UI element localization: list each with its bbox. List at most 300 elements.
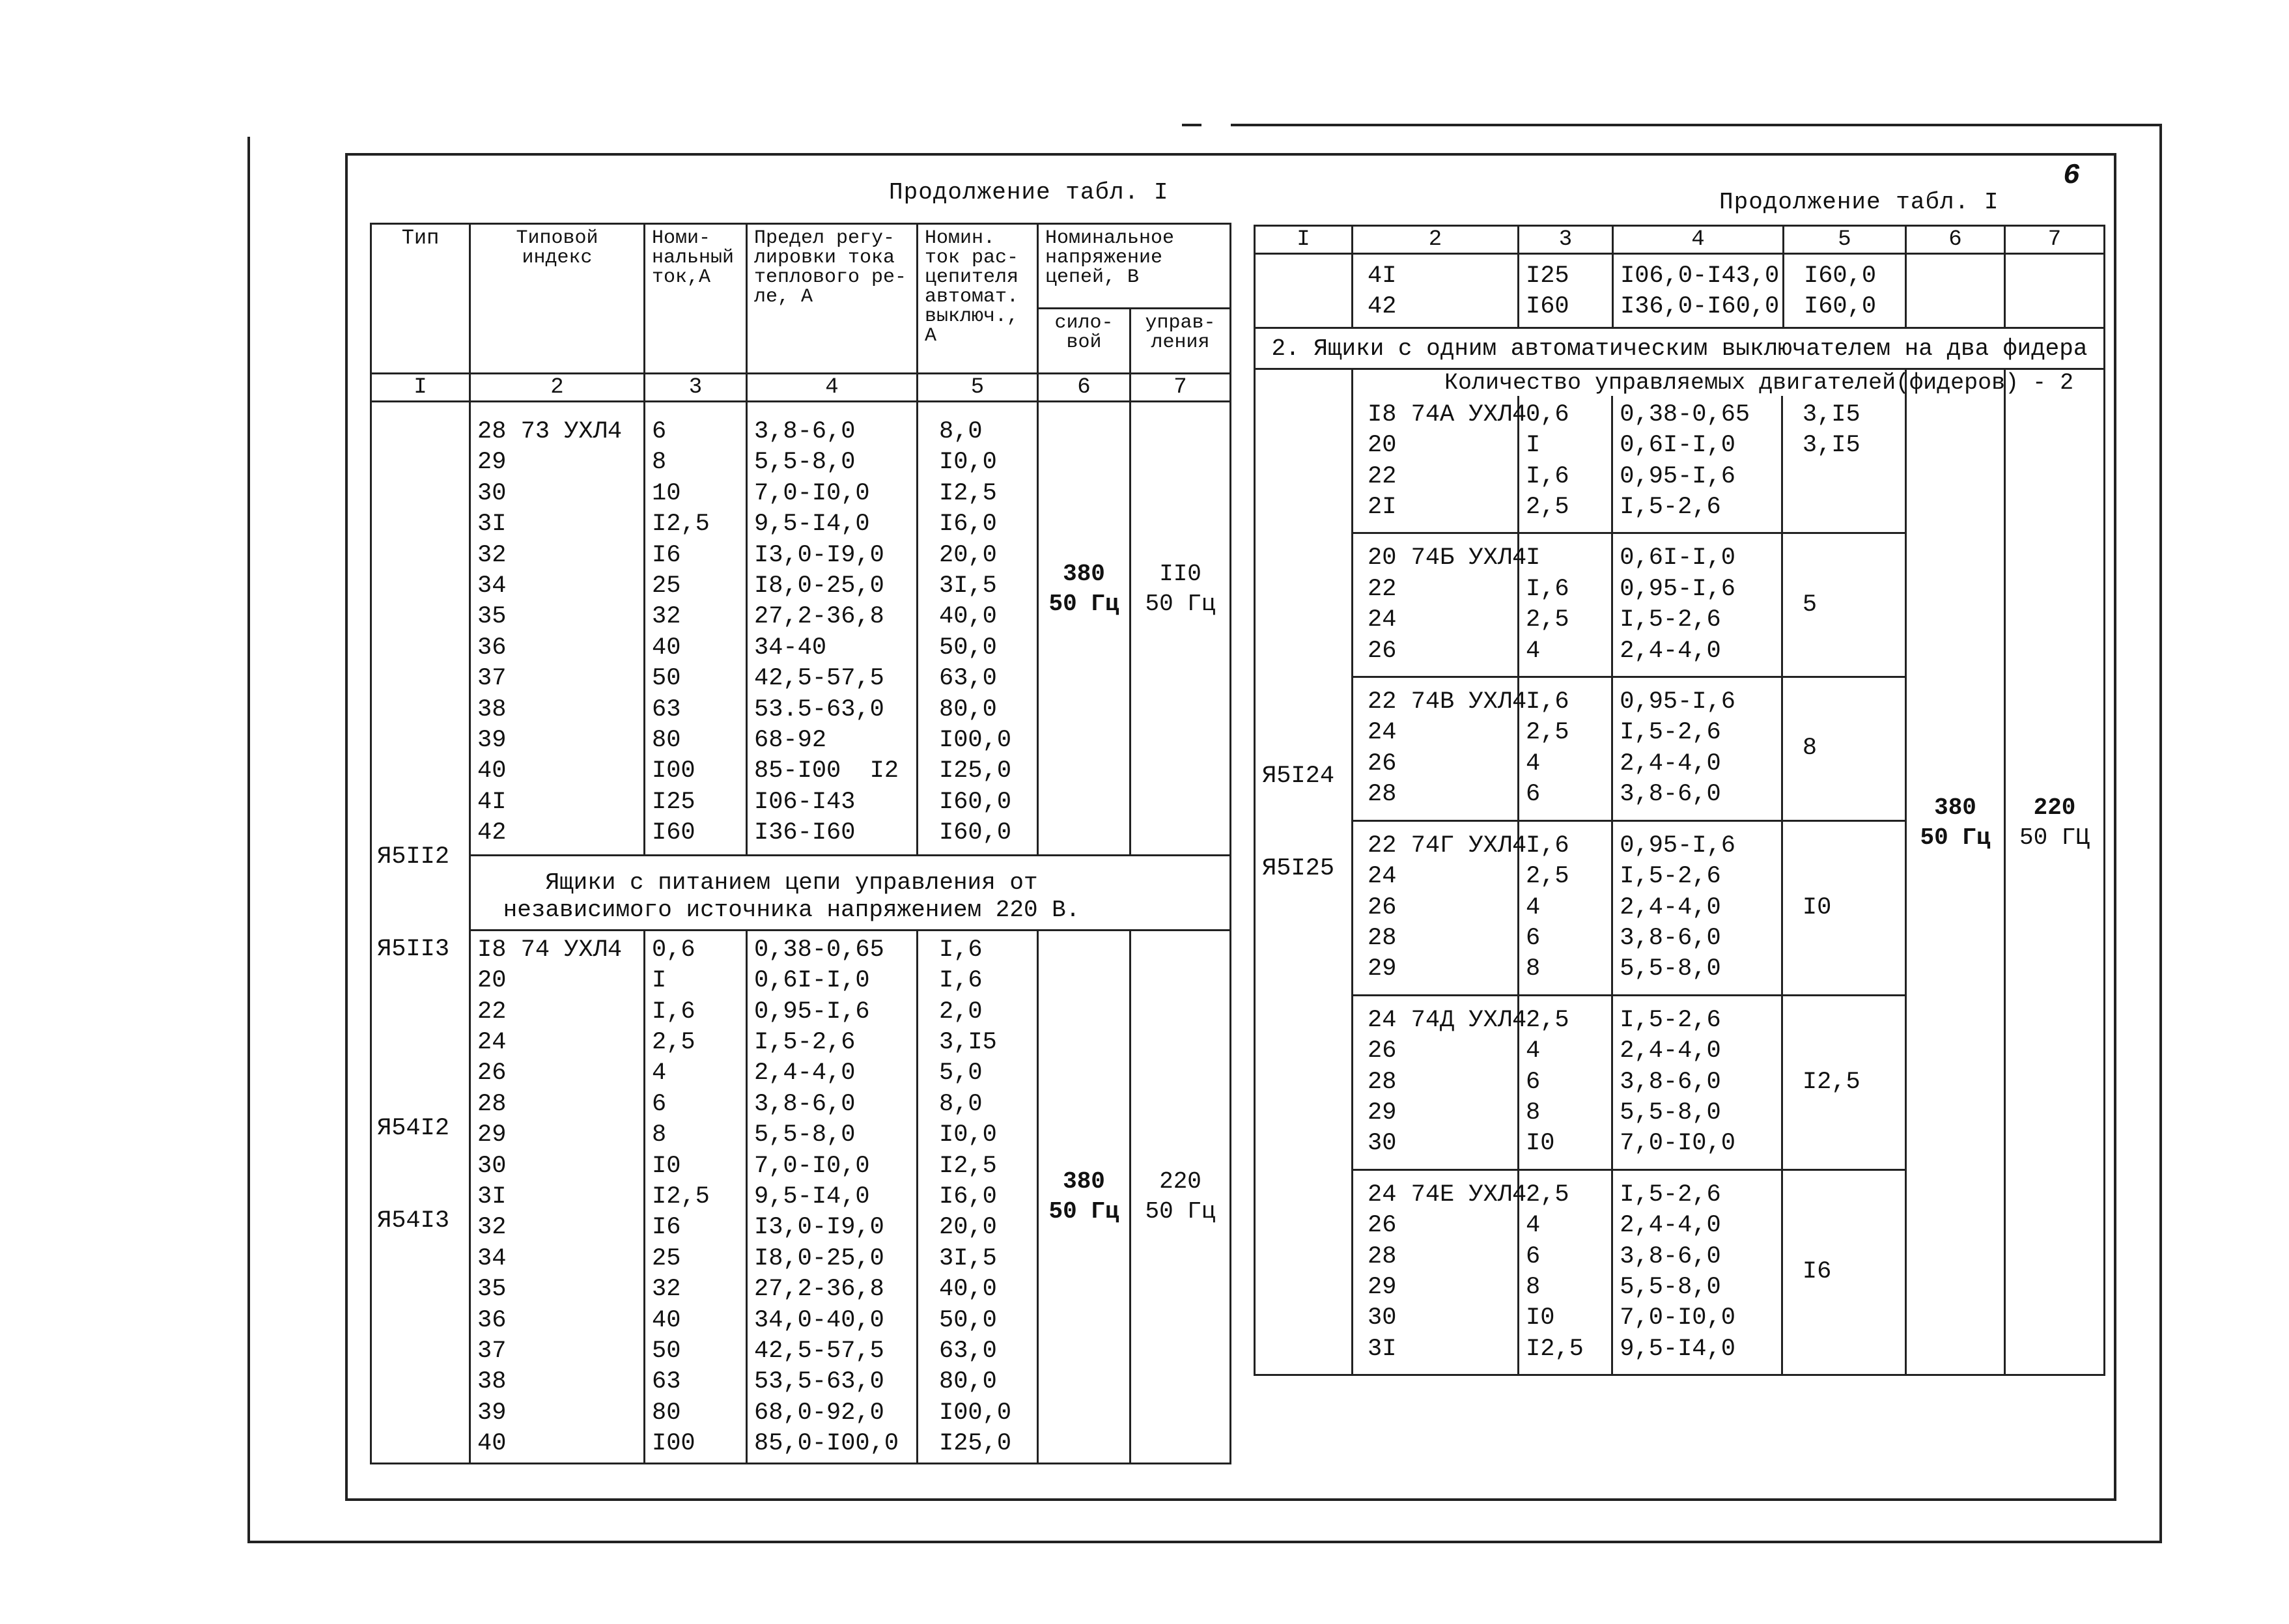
list-item: 4 — [652, 1059, 667, 1087]
list-item: 3,8-6,0 — [1620, 781, 1721, 809]
list-item: I6 — [1802, 1258, 1832, 1286]
list-item: 34 — [477, 1244, 507, 1272]
right-subsection-cell — [1353, 369, 2074, 396]
list-item: I60 — [1526, 293, 1569, 321]
left-colnum: 7 — [1130, 374, 1231, 402]
right-block-current — [1519, 534, 1613, 676]
right-top-power — [1906, 254, 2005, 328]
left-colnum: 2 — [470, 374, 645, 402]
right-section-row — [1255, 328, 2105, 369]
type-label: Я5II2 — [377, 843, 450, 871]
list-item: 9,5-I4,0 — [754, 511, 870, 539]
left-g2-index-cell — [470, 930, 645, 1463]
list-item: I2,5 — [652, 511, 710, 539]
right-top-control — [2005, 254, 2105, 328]
left-g2-power-freq: 50 Гц — [1048, 1197, 1119, 1225]
list-item: 39 — [477, 727, 507, 755]
right-block-current — [1519, 1171, 1613, 1374]
right-block-current — [1519, 678, 1613, 820]
right-block-range — [1613, 678, 1783, 820]
list-item: 0,95-I,6 — [1620, 462, 1735, 490]
left-g2-control-freq: 50 Гц — [1145, 1197, 1216, 1225]
list-item: 6 — [652, 1090, 667, 1118]
list-item: 50,0 — [939, 1306, 997, 1334]
list-item: 6 — [1526, 781, 1541, 809]
list-item: I2,5 — [1802, 1068, 1861, 1096]
right-power-cell — [1906, 369, 2005, 1375]
right-colnum-row — [1255, 226, 2105, 254]
list-item: 24 — [1368, 719, 1397, 747]
right-colnum: I — [1255, 226, 1353, 254]
list-item: 32 — [652, 1276, 681, 1304]
list-item: 9,5-I4,0 — [754, 1183, 870, 1211]
list-item: 8 — [652, 449, 667, 477]
right-caption: Продолжение табл. I — [1719, 189, 1999, 216]
list-item: 53,5-63,0 — [754, 1368, 884, 1396]
list-item: 20 74Б УХЛ4 — [1368, 544, 1527, 572]
right-block-breaker — [1783, 534, 1905, 676]
list-item: 40,0 — [939, 603, 997, 631]
right-top-index — [1368, 255, 1511, 327]
list-item: 7,0-I0,0 — [754, 479, 870, 507]
left-g1-index-cell — [470, 402, 645, 856]
list-item: 0,6 — [1526, 400, 1569, 428]
list-item: I — [1526, 432, 1541, 460]
list-item: 6 — [1526, 924, 1541, 952]
left-caption: Продолжение табл. I — [889, 179, 1169, 206]
list-item: 42,5-57,5 — [754, 665, 884, 693]
list-item: I8 74 УХЛ4 — [477, 936, 623, 964]
right-body-row — [1255, 369, 2105, 396]
right-control-freq: 50 ГЦ — [2019, 824, 2090, 851]
list-item: 5,5-8,0 — [754, 1121, 856, 1149]
left-g1-current-cell — [645, 402, 747, 856]
list-item: 0,6I-I,0 — [1620, 544, 1735, 572]
list-item: 34,0-40,0 — [754, 1306, 884, 1334]
list-item: 2I — [1368, 494, 1397, 522]
list-item: 3I,5 — [939, 572, 997, 600]
list-item: I00,0 — [939, 1399, 1012, 1427]
outer-frame-bottom — [247, 1541, 2162, 1543]
right-colnum: 2 — [1353, 226, 1519, 254]
list-item: 42 — [1368, 293, 1397, 321]
right-block-breaker — [1783, 396, 1905, 533]
left-type-cell — [371, 402, 470, 1464]
list-item: 3,8-6,0 — [1620, 1242, 1721, 1270]
list-item: 0,95-I,6 — [1620, 688, 1735, 716]
left-g1-control-voltage: II0 — [1159, 560, 1201, 587]
left-g1-power-voltage: 380 — [1063, 560, 1105, 587]
list-item: 3,8-6,0 — [754, 1090, 856, 1118]
left-section-title: Ящики с питанием цепи управления от независимого источника напряжением 220 В. — [470, 855, 1231, 930]
list-item: 6 — [652, 418, 667, 445]
list-item: I,5-2,6 — [1620, 719, 1721, 747]
list-item: 5,5-8,0 — [1620, 1273, 1721, 1301]
left-g1-breaker-cell — [918, 402, 1038, 856]
list-item: 50 — [652, 665, 681, 693]
left-g2-control-cell — [1130, 930, 1231, 1463]
right-type-cell — [1255, 369, 1353, 1375]
list-item: 3I — [1368, 1335, 1397, 1363]
left-header-voltage: Номинальное напряжение цепей, В — [1038, 224, 1231, 309]
list-item: 0,95-I,6 — [754, 998, 870, 1026]
list-item: 22 — [1368, 462, 1397, 490]
right-colnum: 3 — [1519, 226, 1613, 254]
left-colnum: I — [371, 374, 470, 402]
list-item: 42,5-57,5 — [754, 1337, 884, 1365]
list-item: 2,5 — [1526, 863, 1569, 891]
list-item: 38 — [477, 695, 507, 723]
list-item: 29 — [1368, 1099, 1397, 1127]
right-block — [1353, 996, 1905, 1171]
list-item: 80 — [652, 1399, 681, 1427]
list-item: 22 — [1368, 575, 1397, 603]
right-block — [1353, 1171, 1905, 1374]
list-item: 80 — [652, 727, 681, 755]
list-item: I,5-2,6 — [1620, 863, 1721, 891]
outer-frame-left — [247, 137, 250, 1543]
left-type-list — [377, 402, 464, 1299]
right-block-index — [1353, 678, 1527, 820]
list-item: I,6 — [1526, 688, 1569, 716]
list-item: I,5-2,6 — [1620, 1181, 1721, 1209]
list-item: 27,2-36,8 — [754, 1276, 884, 1304]
list-item: 5 — [1802, 591, 1818, 619]
left-header-row — [371, 224, 1231, 309]
left-g2-power-cell — [1038, 930, 1130, 1463]
list-item: 20,0 — [939, 541, 997, 569]
list-item: 22 — [477, 998, 507, 1026]
list-item: 2,5 — [1526, 494, 1569, 522]
right-colnum: 6 — [1906, 226, 2005, 254]
list-item: I,5-2,6 — [754, 1028, 856, 1056]
list-item: 9,5-I4,0 — [1620, 1335, 1735, 1363]
list-item: 26 — [1368, 749, 1397, 777]
left-g1-power-freq: 50 Гц — [1048, 590, 1119, 617]
list-item: 29 — [477, 449, 507, 477]
list-item: 80,0 — [939, 1368, 997, 1396]
list-item: 2,4-4,0 — [1620, 1212, 1721, 1240]
list-item: 37 — [477, 1337, 507, 1365]
list-item: 32 — [477, 541, 507, 569]
right-block — [1353, 678, 1905, 822]
left-header-power: сило-вой — [1038, 309, 1130, 374]
list-item: 2,4-4,0 — [1620, 1037, 1721, 1065]
list-item: 50,0 — [939, 634, 997, 662]
right-type-list — [1262, 699, 1345, 1044]
list-item: I,6 — [939, 967, 983, 995]
list-item: I60,0 — [939, 819, 1012, 847]
list-item: 8 — [1526, 955, 1541, 983]
list-item: 40 — [477, 757, 507, 785]
right-blocks-cell — [1353, 396, 1906, 1375]
right-top-range — [1620, 255, 1780, 327]
right-block-index — [1353, 1171, 1527, 1374]
type-label: Я54I2 — [377, 1115, 450, 1143]
list-item: 26 — [1368, 637, 1397, 665]
list-item: 50 — [652, 1337, 681, 1365]
list-item: I2,5 — [939, 1152, 997, 1180]
list-item: 80,0 — [939, 695, 997, 723]
list-item: 2,5 — [1526, 1181, 1569, 1209]
list-item: 22 74В УХЛ4 — [1368, 688, 1527, 716]
list-item: 6 — [1526, 1068, 1541, 1096]
list-item: 28 — [1368, 924, 1397, 952]
list-item: I6 — [652, 1214, 681, 1242]
list-item: 28 — [1368, 781, 1397, 809]
right-block — [1353, 534, 1905, 678]
list-item: 3,8-6,0 — [1620, 924, 1721, 952]
list-item: 7,0-I0,0 — [1620, 1130, 1735, 1158]
list-item: 4 — [1526, 637, 1541, 665]
list-item: I60,0 — [939, 788, 1012, 816]
list-item: 0,6I-I,0 — [1620, 432, 1735, 460]
list-item: I — [652, 967, 667, 995]
left-group2-row — [371, 930, 1231, 1463]
page-number: 6 — [2063, 160, 2081, 192]
list-item: 0,6 — [652, 936, 695, 964]
left-colnum: 3 — [645, 374, 747, 402]
list-item: 63,0 — [939, 1337, 997, 1365]
list-item: 8 — [652, 1121, 667, 1149]
list-item: 5,5-8,0 — [1620, 1099, 1721, 1127]
list-item: 28 — [1368, 1242, 1397, 1270]
list-item: I25 — [1526, 262, 1569, 290]
list-item: 3I — [477, 511, 507, 539]
list-item: 24 — [1368, 606, 1397, 634]
list-item: I00,0 — [939, 727, 1012, 755]
top-dash — [1182, 124, 1201, 126]
right-colnum: 7 — [2005, 226, 2105, 254]
list-item: 30 — [1368, 1304, 1397, 1332]
list-item: I25 — [652, 788, 695, 816]
list-item: I0 — [1526, 1130, 1555, 1158]
list-item: I36-I60 — [754, 819, 856, 847]
list-item: 40,0 — [939, 1276, 997, 1304]
list-item: 26 — [1368, 893, 1397, 921]
left-section-row — [371, 855, 1231, 930]
list-item: 42 — [477, 819, 507, 847]
list-item: 8,0 — [939, 1090, 983, 1118]
list-item: 26 — [1368, 1212, 1397, 1240]
list-item: I60,0 — [1804, 293, 1877, 321]
list-item: 32 — [652, 603, 681, 631]
left-header-index: Типовой индекс — [470, 224, 645, 374]
right-top-type — [1255, 254, 1353, 328]
list-item: I,6 — [939, 936, 983, 964]
list-item: 36 — [477, 634, 507, 662]
list-item: I00 — [652, 1430, 695, 1458]
list-item: I3,0-I9,0 — [754, 1214, 884, 1242]
right-block-range — [1613, 534, 1783, 676]
right-block-range — [1613, 822, 1783, 994]
list-item: I06-I43 — [754, 788, 856, 816]
list-item: 8 — [1802, 735, 1818, 763]
left-header-breaker: Номин. ток рас-цепителя автомат. выключ., А — [918, 224, 1038, 374]
list-item: 5,5-8,0 — [1620, 955, 1721, 983]
right-block-range — [1613, 996, 1783, 1169]
list-item: 6 — [1526, 1242, 1541, 1270]
list-item: 3,I5 — [939, 1028, 997, 1056]
left-header-type: Тип — [371, 224, 470, 374]
list-item: 0,38-0,65 — [754, 936, 884, 964]
left-colnum-row — [371, 374, 1231, 402]
list-item: 3I,5 — [939, 1244, 997, 1272]
right-block-breaker — [1783, 822, 1905, 994]
type-label: Я5I25 — [1262, 855, 1335, 883]
list-item: I,5-2,6 — [1620, 494, 1721, 522]
list-item: I8,0-25,0 — [754, 1244, 884, 1272]
list-item: 63 — [652, 1368, 681, 1396]
right-section-title: 2. Ящики с одним автоматическим выключателем на два фидера — [1255, 328, 2105, 369]
list-item: I6,0 — [939, 1183, 997, 1211]
right-block-breaker — [1783, 1171, 1905, 1374]
list-item: I6 — [652, 541, 681, 569]
list-item: I0 — [1802, 893, 1832, 921]
list-item: 68-92 — [754, 727, 827, 755]
right-blocks — [1353, 396, 1905, 1374]
list-item: 40 — [652, 1306, 681, 1334]
list-item: 25 — [652, 1244, 681, 1272]
list-item: 40 — [652, 634, 681, 662]
right-block-range — [1613, 1171, 1783, 1374]
list-item: 2,4-4,0 — [754, 1059, 856, 1087]
left-g2-control-voltage: 220 — [1159, 1168, 1201, 1195]
list-item: 36 — [477, 1306, 507, 1334]
list-item: 5,5-8,0 — [754, 449, 856, 477]
list-item: I6,0 — [939, 511, 997, 539]
list-item: I36,0-I60,0 — [1620, 293, 1780, 321]
type-label: Я5I24 — [1262, 763, 1335, 791]
list-item: I — [1526, 544, 1541, 572]
list-item: I,6 — [1526, 462, 1569, 490]
type-label: Я54I3 — [377, 1207, 450, 1235]
type-label: Я5II3 — [377, 936, 450, 964]
right-top-range-cell — [1613, 254, 1784, 328]
list-item: 37 — [477, 665, 507, 693]
outer-frame-top — [1231, 124, 2162, 126]
left-g1-breaker — [939, 402, 1030, 854]
list-item: I0 — [1526, 1304, 1555, 1332]
list-item: I0 — [652, 1152, 681, 1180]
list-item: I2,5 — [652, 1183, 710, 1211]
left-g2-breaker — [939, 931, 1030, 1463]
list-item: 2,0 — [939, 998, 983, 1026]
list-item: 68,0-92,0 — [754, 1399, 884, 1427]
list-item: I06,0-I43,0 — [1620, 262, 1780, 290]
right-top-row — [1255, 254, 2105, 328]
right-block-range — [1613, 396, 1783, 533]
list-item: 63,0 — [939, 665, 997, 693]
left-colnum: 5 — [918, 374, 1038, 402]
list-item: 24 — [477, 1028, 507, 1056]
left-g2-range-cell — [747, 930, 918, 1463]
list-item: 7,0-I0,0 — [754, 1152, 870, 1180]
left-g1-control-freq: 50 Гц — [1145, 590, 1216, 617]
right-colnum: 4 — [1613, 226, 1784, 254]
list-item: 24 — [1368, 863, 1397, 891]
list-item: 35 — [477, 1276, 507, 1304]
list-item: 3,8-6,0 — [754, 418, 856, 445]
right-block-breaker — [1783, 678, 1905, 820]
list-item: I,6 — [652, 998, 695, 1026]
list-item: 25 — [652, 572, 681, 600]
right-block — [1353, 822, 1905, 996]
list-item: I25,0 — [939, 1430, 1012, 1458]
list-item: 7,0-I0,0 — [1620, 1304, 1735, 1332]
right-colnum: 5 — [1784, 226, 1906, 254]
left-colnum: 6 — [1038, 374, 1130, 402]
list-item: 63 — [652, 695, 681, 723]
right-control-voltage: 220 — [2033, 794, 2076, 821]
list-item: I2,5 — [939, 479, 997, 507]
list-item: 24 74Д УХЛ4 — [1368, 1006, 1527, 1034]
list-item: 2,5 — [1526, 719, 1569, 747]
right-power-freq: 50 Гц — [1920, 824, 1991, 851]
list-item: 20 — [1368, 432, 1397, 460]
left-g2-current — [652, 931, 739, 1463]
list-item: I,6 — [1526, 832, 1569, 860]
list-item: 24 74Е УХЛ4 — [1368, 1181, 1527, 1209]
list-item: 0,6I-I,0 — [754, 967, 870, 995]
left-group1-row — [371, 402, 1231, 856]
list-item: 4 — [1526, 893, 1541, 921]
list-item: 29 — [1368, 1273, 1397, 1301]
list-item: 4 — [1526, 1212, 1541, 1240]
right-block-index — [1353, 996, 1527, 1169]
left-g2-current-cell — [645, 930, 747, 1463]
left-g1-index — [477, 402, 637, 854]
list-item: 29 — [1368, 955, 1397, 983]
right-power-voltage: 380 — [1934, 794, 1976, 821]
right-block — [1353, 396, 1905, 535]
list-item: 85,0-I00,0 — [754, 1430, 899, 1458]
list-item: 4 — [1526, 749, 1541, 777]
list-item: 2,5 — [652, 1028, 695, 1056]
right-top-breaker-cell — [1784, 254, 1906, 328]
right-block-index — [1353, 396, 1527, 533]
right-top-breaker — [1804, 255, 1898, 327]
list-item: I3,0-I9,0 — [754, 541, 884, 569]
list-item: 27,2-36,8 — [754, 603, 884, 631]
list-item: I0,0 — [939, 1121, 997, 1149]
list-item: I,6 — [1526, 575, 1569, 603]
list-item: 40 — [477, 1430, 507, 1458]
right-top-current — [1526, 255, 1605, 327]
left-table — [370, 223, 1231, 1464]
list-item: 2,5 — [1526, 1006, 1569, 1034]
list-item: I8,0-25,0 — [754, 572, 884, 600]
list-item: 28 — [477, 1090, 507, 1118]
right-block-breaker — [1783, 996, 1905, 1169]
list-item: 22 74Г УХЛ4 — [1368, 832, 1527, 860]
list-item: 39 — [477, 1399, 507, 1427]
list-item: 34 — [477, 572, 507, 600]
right-table — [1254, 225, 2105, 1376]
list-item: 0,95-I,6 — [1620, 832, 1735, 860]
list-item: 10 — [652, 479, 681, 507]
list-item: 30 — [477, 479, 507, 507]
list-item: 2,4-4,0 — [1620, 749, 1721, 777]
list-item: 30 — [1368, 1130, 1397, 1158]
list-item: 53.5-63,0 — [754, 695, 884, 723]
right-top-index-cell — [1353, 254, 1519, 328]
list-item: I2,5 — [1526, 1335, 1584, 1363]
left-g1-current — [652, 402, 739, 854]
list-item: 85-I00 I2 — [754, 757, 899, 785]
list-item: 3,I5 — [1802, 400, 1861, 428]
list-item: I8 74А УХЛ4 — [1368, 400, 1527, 428]
